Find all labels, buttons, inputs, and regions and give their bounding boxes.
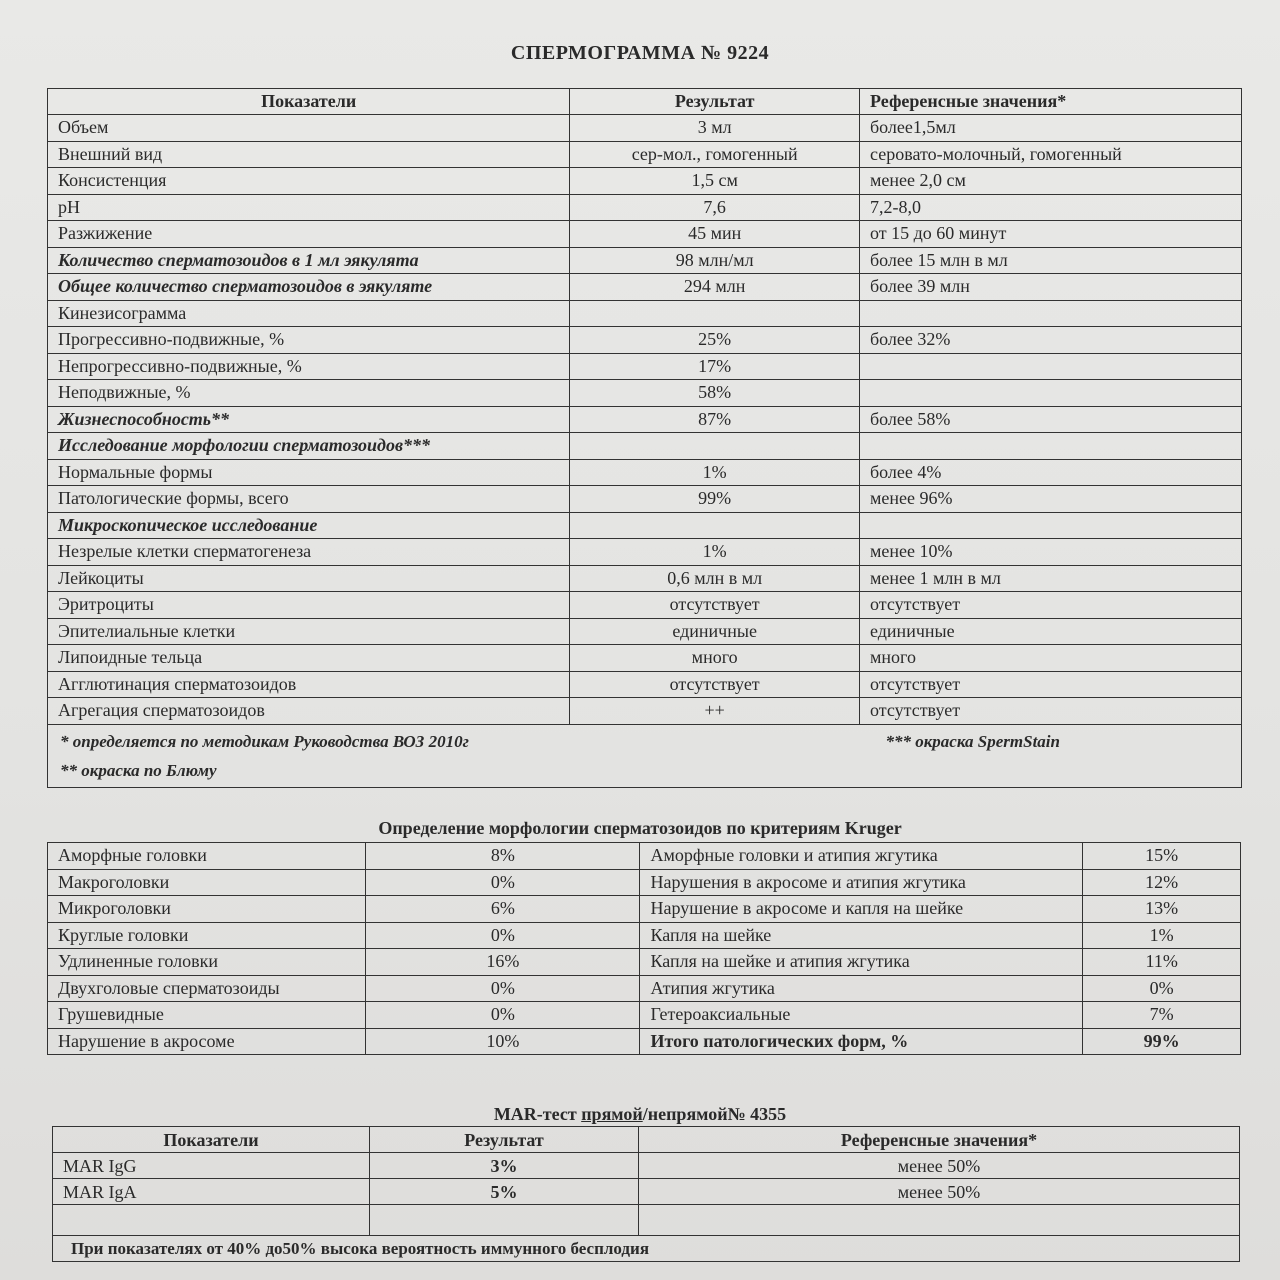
table-row: [48, 698, 1242, 725]
page-title: СПЕРМОГРАММА № 9224: [510, 42, 770, 64]
mar-result: 5%: [370, 1179, 639, 1205]
mar-title-suffix: /непрямой№ 4355: [642, 1104, 787, 1124]
kruger-row: [48, 1028, 1241, 1055]
table-row: [48, 565, 1242, 592]
table-row: [48, 592, 1242, 619]
indicator-name: Нормальные формы: [48, 459, 570, 486]
kruger-defect-left: Микроголовки: [48, 896, 366, 923]
kruger-value-left: 0%: [366, 1002, 640, 1029]
indicator-reference: менее 96%: [860, 486, 1242, 513]
table-row: [48, 671, 1242, 698]
mar-row: [53, 1179, 1240, 1205]
indicator-result: 45 мин: [570, 221, 860, 248]
table-header-row: [48, 89, 1242, 115]
kruger-defect-left: Удлиненные головки: [48, 949, 366, 976]
mar-header-indicators: Показатели: [53, 1127, 370, 1153]
spermogram-table-body: [48, 115, 1242, 725]
indicator-result: 58%: [570, 380, 860, 407]
indicator-reference: более 4%: [860, 459, 1242, 486]
table-row: [48, 327, 1242, 354]
kruger-value-right: 12%: [1083, 869, 1241, 896]
kruger-value-left: 10%: [366, 1028, 640, 1055]
kruger-value-right: 0%: [1083, 975, 1241, 1002]
indicator-reference: серовато-молочный, гомогенный: [860, 141, 1242, 168]
footnote-who: * определяется по методикам Руководства ВОЗ 2010г: [60, 731, 469, 751]
indicator-result: 0,6 млн в мл: [570, 565, 860, 592]
kruger-value-left: 0%: [366, 922, 640, 949]
indicator-result: 1%: [570, 539, 860, 566]
mar-note: При показателях от 40% до50% высока вероятность иммунного бесплодия: [53, 1236, 1240, 1262]
indicator-name: Объем: [48, 115, 570, 142]
kruger-row: [48, 843, 1241, 870]
indicator-result: 99%: [570, 486, 860, 513]
indicator-reference: [860, 380, 1242, 407]
indicator-name: Внешний вид: [48, 141, 570, 168]
spermogram-table: [47, 88, 1242, 788]
kruger-row: [48, 1002, 1241, 1029]
mar-header-reference: Референсные значения*: [639, 1127, 1240, 1153]
kruger-defect-right: Капля на шейке и атипия жгутика: [640, 949, 1083, 976]
mar-result: 3%: [370, 1153, 639, 1179]
mar-title-underlined: прямой: [581, 1104, 643, 1124]
mar-table-body: [53, 1153, 1240, 1205]
table-row: [48, 406, 1242, 433]
table-row: [48, 539, 1242, 566]
table-row: [48, 618, 1242, 645]
table-row: [48, 221, 1242, 248]
indicator-reference: [860, 353, 1242, 380]
table-row: [48, 459, 1242, 486]
kruger-value-right: 7%: [1083, 1002, 1241, 1029]
indicator-name: Агглютинация сперматозоидов: [48, 671, 570, 698]
kruger-row: [48, 896, 1241, 923]
mar-spacer-row: [53, 1205, 1240, 1236]
mar-reference: менее 50%: [639, 1153, 1240, 1179]
indicator-name: Консистенция: [48, 168, 570, 195]
indicator-name: Агрегация сперматозоидов: [48, 698, 570, 725]
indicator-name: Разжижение: [48, 221, 570, 248]
mar-note-row: [53, 1236, 1240, 1262]
mar-row: [53, 1153, 1240, 1179]
indicator-result: 7,6: [570, 194, 860, 221]
indicator-result: [570, 433, 860, 460]
kruger-row: [48, 869, 1241, 896]
kruger-defect-right: Гетероаксиальные: [640, 1002, 1083, 1029]
indicator-name: Исследование морфологии сперматозоидов***: [48, 433, 570, 460]
indicator-name: Жизнеспособность**: [48, 406, 570, 433]
footnotes: [48, 724, 1242, 787]
indicator-name: Патологические формы, всего: [48, 486, 570, 513]
table-row: [48, 141, 1242, 168]
indicator-reference: отсутствует: [860, 592, 1242, 619]
indicator-reference: более 32%: [860, 327, 1242, 354]
indicator-reference: от 15 до 60 минут: [860, 221, 1242, 248]
kruger-defect-right: Нарушение в акросоме и капля на шейке: [640, 896, 1083, 923]
table-row: [48, 194, 1242, 221]
table-row: [48, 274, 1242, 301]
kruger-defect-right: Атипия жгутика: [640, 975, 1083, 1002]
table-row: [48, 247, 1242, 274]
kruger-defect-left: Нарушение в акросоме: [48, 1028, 366, 1055]
kruger-value-left: 8%: [366, 843, 640, 870]
indicator-reference: менее 1 млн в мл: [860, 565, 1242, 592]
mar-header-result: Результат: [370, 1127, 639, 1153]
kruger-defect-right: Аморфные головки и атипия жгутика: [640, 843, 1083, 870]
indicator-result: 1%: [570, 459, 860, 486]
indicator-reference: отсутствует: [860, 698, 1242, 725]
indicator-name: Липоидные тельца: [48, 645, 570, 672]
indicator-reference: много: [860, 645, 1242, 672]
indicator-name: Эпителиальные клетки: [48, 618, 570, 645]
table-row: [48, 486, 1242, 513]
kruger-title: Определение морфологии сперматозоидов по критериям Kruger: [378, 818, 902, 838]
indicator-result: 98 млн/мл: [570, 247, 860, 274]
indicator-result: отсутствует: [570, 671, 860, 698]
indicator-name: Прогрессивно-подвижные, %: [48, 327, 570, 354]
kruger-value-left: 0%: [366, 869, 640, 896]
indicator-result: 3 мл: [570, 115, 860, 142]
indicator-result: 87%: [570, 406, 860, 433]
header-indicators: Показатели: [48, 89, 570, 115]
indicator-result: единичные: [570, 618, 860, 645]
mar-indicator: MAR IgG: [53, 1153, 370, 1179]
indicator-reference: более 39 млн: [860, 274, 1242, 301]
kruger-defect-right: Нарушения в акросоме и атипия жгутика: [640, 869, 1083, 896]
header-result: Результат: [570, 89, 860, 115]
kruger-value-left: 16%: [366, 949, 640, 976]
indicator-result: 25%: [570, 327, 860, 354]
indicator-result: 294 млн: [570, 274, 860, 301]
mar-table: [52, 1126, 1240, 1262]
indicator-name: Неподвижные, %: [48, 380, 570, 407]
mar-header-row: [53, 1127, 1240, 1153]
indicator-result: 17%: [570, 353, 860, 380]
indicator-name: Лейкоциты: [48, 565, 570, 592]
indicator-result: много: [570, 645, 860, 672]
indicator-name: Эритроциты: [48, 592, 570, 619]
indicator-result: ++: [570, 698, 860, 725]
mar-title: [0, 1104, 1280, 1125]
indicator-name: Общее количество сперматозоидов в эякуляте: [48, 274, 570, 301]
kruger-value-left: 0%: [366, 975, 640, 1002]
table-row: [48, 645, 1242, 672]
indicator-name: Количество сперматозоидов в 1 мл эякулята: [48, 247, 570, 274]
kruger-defect-left: Двухголовые сперматозоиды: [48, 975, 366, 1002]
indicator-reference: более1,5мл: [860, 115, 1242, 142]
kruger-defect-left: Макроголовки: [48, 869, 366, 896]
header-reference: Референсные значения*: [860, 89, 1242, 115]
indicator-name: Кинезисограмма: [48, 300, 570, 327]
indicator-result: [570, 512, 860, 539]
indicator-reference: [860, 433, 1242, 460]
table-row: [48, 353, 1242, 380]
indicator-reference: [860, 512, 1242, 539]
kruger-defect-left: Грушевидные: [48, 1002, 366, 1029]
indicator-name: pH: [48, 194, 570, 221]
kruger-defect-left: Круглые головки: [48, 922, 366, 949]
indicator-reference: более 58%: [860, 406, 1242, 433]
kruger-value-right: 13%: [1083, 896, 1241, 923]
kruger-table: [47, 842, 1241, 1055]
indicator-name: Микроскопическое исследование: [48, 512, 570, 539]
kruger-value-left: 6%: [366, 896, 640, 923]
footnotes-row: [48, 724, 1242, 787]
indicator-reference: более 15 млн в мл: [860, 247, 1242, 274]
table-row: [48, 512, 1242, 539]
kruger-defect-right: Капля на шейке: [640, 922, 1083, 949]
kruger-value-right: 1%: [1083, 922, 1241, 949]
indicator-reference: единичные: [860, 618, 1242, 645]
table-row: [48, 380, 1242, 407]
table-row: [48, 168, 1242, 195]
indicator-result: 1,5 см: [570, 168, 860, 195]
kruger-value-right: 99%: [1083, 1028, 1241, 1055]
kruger-defect-right: Итого патологических форм, %: [640, 1028, 1083, 1055]
indicator-reference: 7,2-8,0: [860, 194, 1242, 221]
kruger-value-right: 15%: [1083, 843, 1241, 870]
indicator-reference: отсутствует: [860, 671, 1242, 698]
table-row: [48, 433, 1242, 460]
kruger-table-body: [48, 843, 1241, 1055]
kruger-defect-left: Аморфные головки: [48, 843, 366, 870]
mar-title-prefix: MAR-тест: [493, 1104, 577, 1124]
table-row: [48, 300, 1242, 327]
indicator-name: Незрелые клетки сперматогенеза: [48, 539, 570, 566]
indicator-reference: менее 10%: [860, 539, 1242, 566]
indicator-reference: менее 2,0 см: [860, 168, 1242, 195]
mar-indicator: MAR IgA: [53, 1179, 370, 1205]
kruger-row: [48, 949, 1241, 976]
kruger-row: [48, 975, 1241, 1002]
table-row: [48, 115, 1242, 142]
indicator-result: отсутствует: [570, 592, 860, 619]
indicator-reference: [860, 300, 1242, 327]
kruger-row: [48, 922, 1241, 949]
mar-reference: менее 50%: [639, 1179, 1240, 1205]
indicator-result: [570, 300, 860, 327]
indicator-result: сер-мол., гомогенный: [570, 141, 860, 168]
footnote-stain: *** окраска SpermStain: [885, 731, 1060, 751]
kruger-value-right: 11%: [1083, 949, 1241, 976]
footnote-blum: ** окраска по Блюму: [60, 760, 217, 780]
indicator-name: Непрогрессивно-подвижные, %: [48, 353, 570, 380]
